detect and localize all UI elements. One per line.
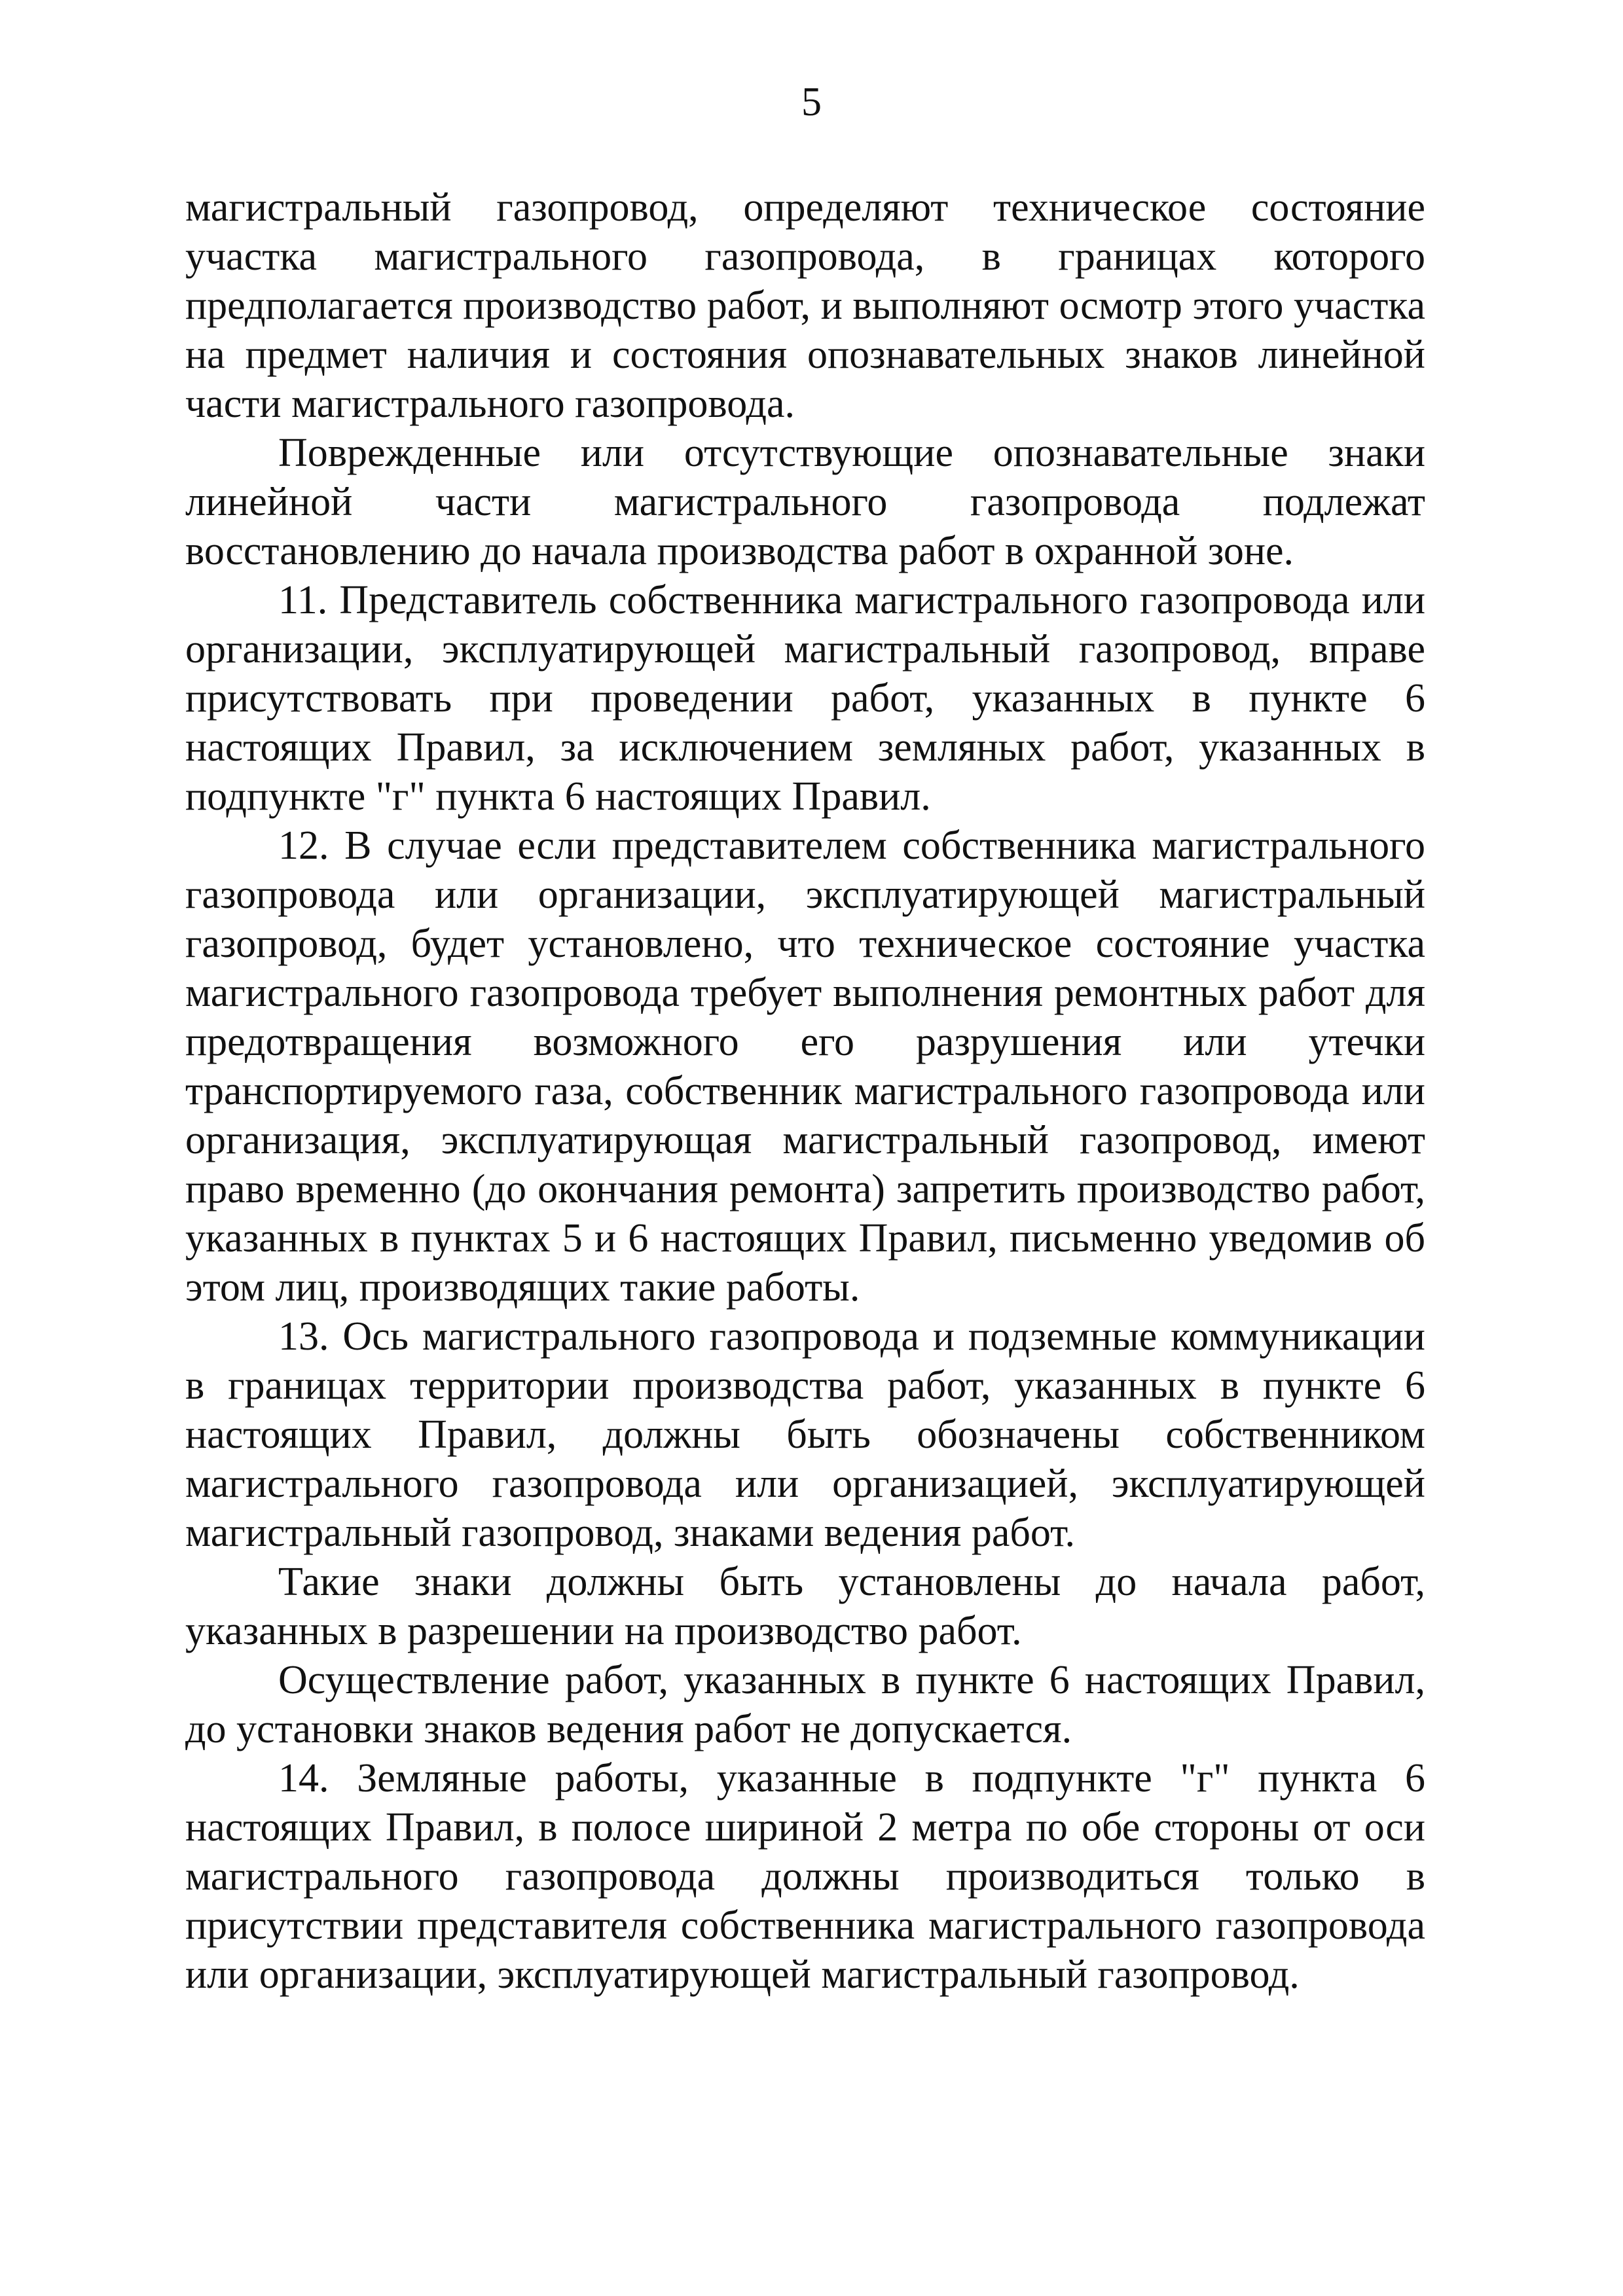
paragraph-item-12: 12. В случае если представителем собственника магистрального газопровода или организации, эксплуатирующей магистральный газопровод, будет установлено, что техническое состояние участка магистрального газопровода требует выполнения ремонтных работ для предотвращения возможного его разрушения или утечки транспортируемого газа, собственник магистрального газопровода или организация, эксплуатирующая магистральный газопровод, имеют право временно (до окончания ремонта) запретить производство работ, указанных в пунктах 5 и 6 настоящих Правил, письменно уведомив об этом лиц, производящих такие работы.	[185, 823, 1425, 1310]
paragraph-signs-installation: Такие знаки должны быть установлены до начала работ, указанных в разрешении на производство работ.	[185, 1560, 1425, 1653]
document-body	[185, 183, 1425, 2000]
paragraph-item-11: 11. Представитель собственника магистрального газопровода или организации, эксплуатирующей магистральный газопровод, вправе присутствовать при проведении работ, указанных в пункте 6 настоящих Правил, за исключением земляных работ, указанных в подпункте "г" пункта 6 настоящих Правил.	[185, 578, 1425, 819]
paragraph-continuation: магистральный газопровод, определяют техническое состояние участка магистрального газопровода, в границах которого предполагается производство работ, и выполняют осмотр этого участка на предмет наличия и состояния опознавательных знаков линейной части магистрального газопровода.	[185, 185, 1425, 426]
paragraph-works-prohibition: Осуществление работ, указанных в пункте 6 настоящих Правил, до установки знаков ведения работ не допускается.	[185, 1658, 1425, 1751]
paragraph-item-13: 13. Ось магистрального газопровода и подземные коммуникации в границах территории производства работ, указанных в пункте 6 настоящих Правил, должны быть обозначены собственником магистрального газопровода или организацией, эксплуатирующей магистральный газопровод, знаками ведения работ.	[185, 1314, 1425, 1555]
page-number: 5	[801, 80, 822, 124]
paragraph-damaged-signs: Поврежденные или отсутствующие опознавательные знаки линейной части магистрального газопровода подлежат восстановлению до начала производства работ в охранной зоне.	[185, 431, 1425, 573]
paragraph-item-14: 14. Земляные работы, указанные в подпункте "г" пункта 6 настоящих Правил, в полосе шириной 2 метра по обе стороны от оси магистрального газопровода должны производиться только в присутствии представителя собственника магистрального газопровода или организации, эксплуатирующей магистральный газопровод.	[185, 1756, 1425, 1997]
